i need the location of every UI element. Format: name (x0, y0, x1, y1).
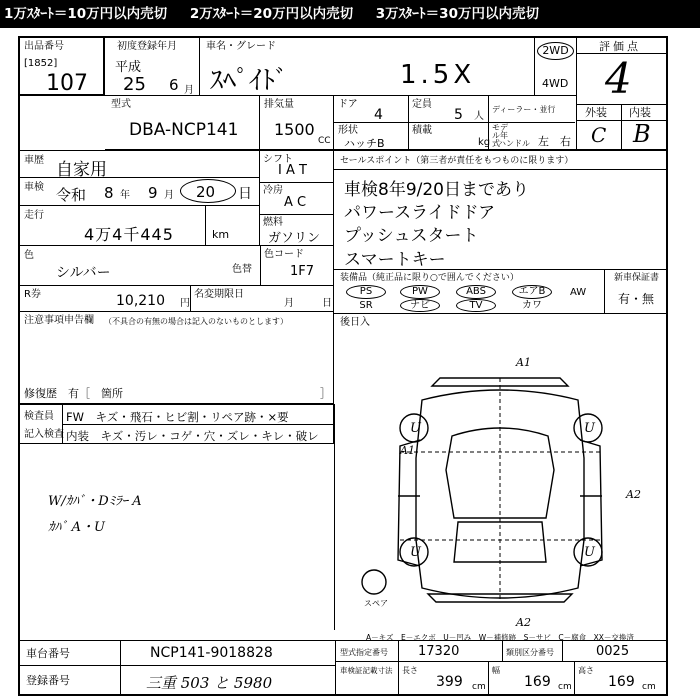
equip-navi: ナビ (400, 299, 440, 312)
inspection-era: 令和 (56, 186, 87, 204)
capacity: 5 (454, 107, 463, 123)
inspector-label: 検査員 (24, 411, 54, 422)
shape: ハッチB (344, 137, 385, 150)
drive-box (535, 36, 577, 96)
chassis-row (18, 640, 336, 666)
selling-point-3: プッシュスタート (344, 226, 479, 246)
diagram-legend: A－キズ E－エクボ U－凹み W－補修跡 S－サビ C－腐食 XX－交換済 (366, 633, 634, 642)
registration-era: 平成 (115, 60, 142, 75)
drive-2wd-selected: 2WD (537, 42, 574, 60)
inspection-year: 8 (104, 184, 114, 202)
cert-row (336, 640, 668, 662)
price-banner (0, 0, 700, 28)
equip-ps: PS (346, 285, 386, 299)
wheel-mark-rl: U (410, 545, 421, 560)
ac-label: 冷房 (263, 185, 283, 196)
score-label: 評価点 (599, 40, 641, 53)
inspection-label: 車検 (24, 182, 44, 193)
doors-label: ドア (338, 99, 358, 110)
model-year-label: モデル年式 (492, 123, 508, 148)
length-label: 長さ (402, 666, 418, 675)
spare-label: スペア (364, 599, 388, 608)
registration-month: 6 (169, 76, 179, 94)
plate-row (18, 666, 336, 696)
equip-aw: AW (570, 287, 587, 298)
name-change-month-unit: 月 (284, 298, 294, 309)
car-name-label: 車名・グレード (206, 41, 276, 52)
handle-left: 左 (538, 135, 549, 148)
mileage-unit: km (212, 228, 230, 241)
interior-grade: B (633, 120, 651, 148)
color-change-label: 色替 (232, 264, 252, 275)
banner-tier-1: 1万ｽﾀｰﾄ＝10万円以内売切 (4, 6, 168, 22)
later-entry-label: 後日入 (340, 317, 370, 328)
selling-points-label: セールスポイント（第三者が責任をもつものに限ります） (340, 156, 574, 166)
tax-label: R券 (24, 289, 41, 300)
caution-label: 注意事項申告欄 (24, 315, 94, 326)
registration-month-unit: 月 (184, 85, 194, 96)
doors: 4 (374, 107, 383, 123)
displacement-label: 排気量 (264, 99, 294, 110)
banner-tier-3: 3万ｽﾀｰﾄ＝30万円以内売切 (375, 6, 539, 22)
inspection-month: 9 (148, 184, 158, 202)
car-name-box (200, 36, 535, 96)
type-cert-label: 型式指定番号 (340, 648, 388, 657)
tax-unit: 円 (180, 298, 190, 309)
equip-abs: ABS (456, 285, 496, 299)
overall-score: 4 (605, 54, 632, 103)
color-code-label: 色コード (264, 249, 304, 260)
selling-points-box (334, 150, 668, 270)
lot-box (18, 36, 105, 96)
entry-label: 記入検査 (24, 429, 64, 440)
load-label: 積載 (412, 125, 432, 136)
shift-label: シフト (263, 154, 293, 165)
selling-point-4: スマートキー (344, 250, 446, 270)
mileage-row (18, 206, 260, 246)
name-change-label: 名変期限日 (194, 289, 244, 300)
inspection-month-unit: 月 (164, 190, 174, 201)
width-unit: cm (558, 682, 572, 692)
height-label: 高さ (578, 666, 594, 675)
tax-amount: 10,210 (116, 293, 165, 309)
new-car-value: 有・無 (618, 292, 655, 306)
plate-number: 三重 503 と 5980 (146, 674, 273, 692)
selling-point-2: パワースライドドア (344, 203, 496, 223)
mileage: 4万4千445 (84, 225, 174, 244)
handle-right: 右 (560, 135, 571, 148)
capacity-unit: 人 (474, 111, 484, 122)
model-code: DBA-NCP141 (129, 120, 239, 140)
caution-sub: （不具合の有無の場合は記入のないものとします） (104, 317, 288, 326)
lot-sub-number: [1852] (24, 58, 58, 69)
displacement: 1500 (274, 120, 315, 139)
handwritten-note-1: W/ｶﾊﾞ・Dﾐﾗｰ A (48, 494, 142, 509)
wheel-mark-rr: U (584, 545, 595, 560)
registration-label: 初度登録年月 (117, 41, 177, 52)
color: シルバー (56, 265, 111, 281)
load-unit: kg (478, 137, 491, 148)
registration-year: 25 (123, 74, 146, 95)
class-label: 類別区分番号 (506, 648, 554, 657)
chassis-number: NCP141-9018828 (150, 645, 273, 661)
length-unit: cm (472, 682, 486, 692)
color-row (18, 246, 334, 286)
spec-grid (334, 96, 577, 150)
usage-label: 車歴 (24, 155, 44, 166)
fuel: ガソリン (268, 231, 321, 246)
name-change-day-unit: 日 (322, 298, 332, 309)
car-grade: 1.5X (400, 60, 476, 90)
ac: A C (284, 195, 307, 210)
lot-number: 107 (46, 71, 88, 96)
equip-tv: TV (456, 299, 496, 312)
capacity-label: 定員 (412, 99, 432, 110)
model-label: 型式 (111, 99, 131, 110)
usage: 自家用 (56, 160, 107, 180)
handwritten-note-2: ｶﾊﾞ A・U (48, 520, 105, 535)
equip-leather: カワ (522, 300, 542, 311)
damage-mark-right: A2 (626, 488, 641, 501)
fuel-label: 燃料 (263, 217, 283, 228)
length-value: 399 (436, 674, 463, 690)
drive-4wd: 4WD (542, 77, 569, 90)
shift-ac-fuel-box (260, 150, 334, 246)
usage-row (18, 150, 260, 178)
registration-box (105, 36, 200, 96)
repair-label: 修復歴 有［ 箇所 (24, 387, 123, 400)
equip-pw: PW (400, 285, 440, 299)
wheel-mark-fr: U (584, 421, 595, 436)
check-row-interior: 内装 キズ・汚レ・コゲ・穴・ズレ・キレ・破レ (66, 429, 319, 443)
equip-sr: SR (346, 299, 386, 312)
type-cert-number: 17320 (418, 644, 460, 659)
color-label: 色 (24, 250, 34, 261)
caution-box (18, 312, 334, 404)
damage-mark-rear: A2 (516, 616, 531, 629)
dealer-label: ディーラー・並行 (492, 105, 556, 114)
displacement-box (260, 96, 334, 150)
repair-bracket-close: ］ (320, 387, 331, 400)
equipment-box (334, 270, 668, 314)
width-value: 169 (524, 674, 551, 690)
displacement-unit: CC (318, 136, 331, 146)
height-value: 169 (608, 674, 635, 690)
damage-diagram (340, 340, 666, 636)
banner-tier-2: 2万ｽﾀｰﾄ＝20万円以内売切 (189, 6, 354, 22)
exterior-label: 外装 (585, 106, 607, 119)
inspector-box (18, 404, 334, 444)
inspection-day-unit: 日 (238, 186, 252, 202)
lot-label: 出品番号 (24, 41, 64, 52)
shift: I A T (278, 163, 307, 178)
interior-label: 内装 (629, 106, 651, 119)
exterior-grade: C (591, 123, 607, 147)
inspection-row (18, 178, 260, 206)
chassis-label: 車台番号 (26, 647, 70, 660)
equip-airbag: エアB (512, 285, 552, 299)
color-code: 1F7 (290, 264, 315, 279)
damage-mark-left: A1 (400, 444, 415, 457)
tax-row (18, 286, 334, 312)
class-number: 0025 (596, 644, 630, 659)
wheel-mark-fl: U (410, 421, 421, 436)
selling-point-1: 車検8年9/20日まであり (344, 180, 529, 200)
inspection-day: 20 (196, 183, 216, 201)
new-car-label: 新車保証書 (614, 273, 660, 283)
car-name: ｽﾍﾟｲﾄﾞ (210, 66, 289, 96)
dimension-row (336, 662, 668, 696)
equipment-label: 装備品（純正品に限り○で囲んでください） (340, 273, 519, 283)
mileage-label: 走行 (24, 210, 44, 221)
height-unit: cm (642, 682, 656, 692)
check-row-exterior: FW キズ・飛石・ヒビ割・リペア跡・×要 (66, 410, 289, 424)
model-box (105, 96, 260, 150)
score-box (577, 36, 668, 150)
dimension-label: 車検証記載寸法 (340, 666, 393, 675)
plate-label: 登録番号 (26, 674, 70, 687)
damage-mark-front: A1 (516, 356, 531, 369)
handle-label: ハンドル (498, 139, 530, 148)
width-label: 幅 (492, 666, 500, 675)
shape-label: 形状 (338, 125, 358, 136)
inspection-year-unit: 年 (120, 190, 130, 201)
